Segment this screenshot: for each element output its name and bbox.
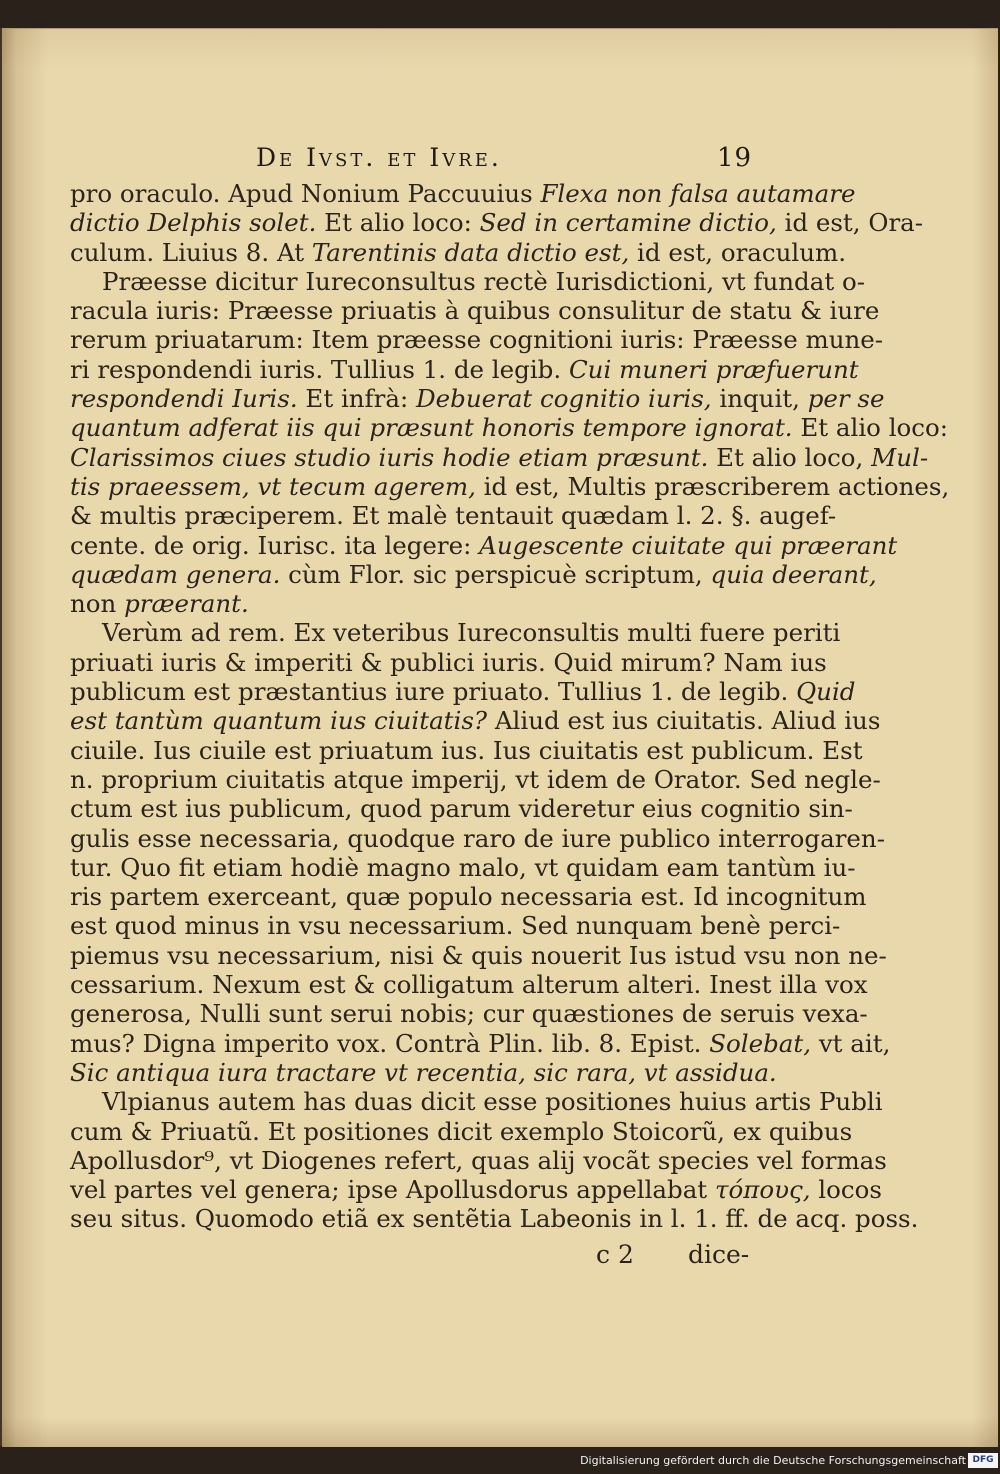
text-line xyxy=(70,530,898,560)
catchword: dice- xyxy=(688,1240,750,1269)
text-segment: Aliud est ius ciuitatis. Aliud ius xyxy=(487,706,881,736)
italic-segment: quædam genera. xyxy=(70,559,281,589)
italic-segment: quantum adferat iis qui præsunt honoris tempore ignorat. xyxy=(70,413,793,443)
text-line xyxy=(70,677,856,707)
page-footer xyxy=(0,1240,1000,1272)
text-segment: ciuile. Ius ciuile est priuatum ius. Ius ciuitatis est publicum. Est xyxy=(70,735,863,765)
running-title: De Ivst. et Ivre. xyxy=(256,143,502,172)
text-segment: id est, oraculum. xyxy=(629,237,847,267)
text-line xyxy=(70,296,880,326)
text-line xyxy=(70,618,841,648)
text-segment: Vlpianus autem has duas dicit esse positiones huius artis Publi xyxy=(102,1087,883,1117)
text-segment: Verùm ad rem. Ex veteribus Iureconsultis multi fuere periti xyxy=(102,618,841,648)
text-segment: seu situs. Quomodo etiã ex sentẽtia Labeonis in l. 1. ff. de acq. poss. xyxy=(70,1204,919,1234)
text-segment: ris partem exerceant, quæ populo necessaria est. Id incognitum xyxy=(70,882,867,912)
text-line xyxy=(70,735,863,765)
italic-segment: tis praeessem, vt tecum agerem, xyxy=(70,471,476,501)
text-line xyxy=(70,237,847,267)
italic-segment: quia deerant, xyxy=(710,559,877,589)
text-line xyxy=(70,970,868,1000)
text-line xyxy=(70,384,885,414)
text-line xyxy=(70,1028,891,1058)
text-segment: tur. Quo fit etiam hodiè magno malo, vt quidam eam tantùm iu- xyxy=(70,852,856,882)
text-segment: vt ait, xyxy=(811,1028,891,1058)
italic-segment: est tantùm quantum ius ciuitatis? xyxy=(70,706,488,736)
text-line xyxy=(70,1057,777,1087)
text-segment: n. proprium ciuitatis atque imperij, vt idem de Orator. Sed negle- xyxy=(70,764,881,794)
italic-segment: Sed in certamine dictio, xyxy=(479,208,777,238)
text-segment: locos xyxy=(810,1175,882,1205)
dfg-logo: DFG xyxy=(968,1453,998,1468)
italic-segment: Solebat, xyxy=(709,1028,812,1058)
italic-segment: τόπους, xyxy=(714,1175,811,1205)
text-line xyxy=(70,354,859,384)
text-line xyxy=(70,501,837,531)
page-number: 19 xyxy=(717,143,753,173)
text-segment: generosa, Nulli sunt serui nobis; cur quæstiones de seruis vexa- xyxy=(70,999,868,1029)
italic-segment: dictio Delphis solet. xyxy=(70,208,317,238)
text-segment: cum & Priuatũ. Et positiones dicit exemplo Stoicorũ, ex quibus xyxy=(70,1116,853,1146)
text-segment: mus? Digna imperito vox. Contrà Plin. lib. 8. Epist. xyxy=(70,1028,710,1058)
running-head xyxy=(0,143,1000,177)
italic-segment: Clarissimos ciues studio iuris hodie etiam præsunt. xyxy=(70,442,709,472)
text-segment: racula iuris: Præesse priuatis à quibus consulitur de statu & iure xyxy=(70,296,880,326)
italic-segment: respondendi Iuris. xyxy=(70,384,298,414)
italic-segment: Augescente ciuitate qui præerant xyxy=(479,530,898,560)
text-line xyxy=(70,589,760,618)
digitization-credit: Digitalisierung gefördert durch die Deutsche Forschungsgemeinschaft xyxy=(580,1454,966,1467)
text-line xyxy=(70,999,868,1029)
text-line xyxy=(70,647,827,677)
text-line xyxy=(70,852,856,882)
text-segment: Et alio loco: xyxy=(792,413,949,443)
text-segment: vel partes vel genera; ipse Apollusdorus appellabat xyxy=(70,1175,715,1205)
text-segment: inquit, xyxy=(711,384,808,414)
text-line xyxy=(70,1116,853,1146)
text-line xyxy=(70,823,885,853)
body-text xyxy=(70,179,950,1234)
text-segment: non xyxy=(70,589,125,619)
text-line xyxy=(70,179,856,208)
italic-segment: Quid xyxy=(796,677,856,707)
text-line xyxy=(70,208,924,238)
text-line xyxy=(70,559,877,589)
signature-mark: c 2 xyxy=(596,1240,634,1269)
text-segment: id est, Ora- xyxy=(776,208,924,238)
text-segment: cessarium. Nexum est & colligatum alterum alteri. Inest illa vox xyxy=(70,970,868,1000)
text-line xyxy=(70,706,881,736)
text-segment: Et alio loco: xyxy=(316,208,480,238)
text-line xyxy=(70,794,853,824)
italic-segment: Mul- xyxy=(871,442,929,472)
text-segment: Præesse dicitur Iureconsultus rectè Iurisdictioni, vt fundat o- xyxy=(102,266,866,296)
text-segment: Apollusdor⁹, vt Diogenes refert, quas alij vocãt species vel formas xyxy=(70,1145,887,1175)
text-line xyxy=(70,471,950,501)
text-segment: priuati iuris & imperiti & publici iuris. Quid mirum? Nam ius xyxy=(70,647,827,677)
italic-segment: præerant. xyxy=(124,589,249,619)
italic-segment: Cui muneri præfuerunt xyxy=(568,354,859,384)
text-line xyxy=(70,266,866,296)
text-segment: cùm Flor. sic perspicuè scriptum, xyxy=(280,559,711,589)
text-line xyxy=(70,1175,882,1205)
text-segment: piemus vsu necessarium, nisi & quis nouerit Ius istud vsu non ne- xyxy=(70,940,887,970)
text-segment: culum. Liuius 8. At xyxy=(70,237,312,267)
text-segment: & multis præciperem. Et malè tentauit quædam l. 2. §. augef- xyxy=(70,501,837,531)
italic-segment: Tarentinis data dictio est, xyxy=(311,237,630,267)
italic-segment: per se xyxy=(807,384,885,414)
text-line xyxy=(70,325,884,355)
text-segment: ctum est ius publicum, quod parum videretur eius cognitio sin- xyxy=(70,794,853,824)
italic-segment: Debuerat cognitio iuris, xyxy=(416,384,712,414)
text-segment: Et alio loco, xyxy=(708,442,872,472)
text-line xyxy=(70,911,841,941)
text-line xyxy=(70,764,881,794)
text-line xyxy=(70,1204,919,1234)
text-line xyxy=(70,1087,883,1117)
text-line xyxy=(70,442,929,472)
text-segment: pro oraculo. Apud Nonium Paccuuius xyxy=(70,179,541,208)
text-line xyxy=(70,413,949,443)
text-segment: ri respondendi iuris. Tullius 1. de legib. xyxy=(70,354,569,384)
text-segment: id est, Multis præscriberem actiones, xyxy=(475,471,950,501)
text-line xyxy=(70,882,867,912)
italic-segment: Sic antiqua iura tractare vt recentia, sic rara, vt assidua. xyxy=(70,1057,777,1087)
text-segment: cente. de orig. Iurisc. ita legere: xyxy=(70,530,480,560)
italic-segment: Flexa non falsa autamare xyxy=(540,179,856,208)
text-segment: publicum est præstantius iure priuato. Tullius 1. de legib. xyxy=(70,677,797,707)
text-segment: Et infrà: xyxy=(297,384,416,414)
text-segment: rerum priuatarum: Item præesse cognitioni iuris: Præesse mune- xyxy=(70,325,884,355)
text-line xyxy=(70,1145,887,1175)
text-line xyxy=(70,940,887,970)
text-segment: est quod minus in vsu necessarium. Sed nunquam benè perci- xyxy=(70,911,841,941)
text-segment: gulis esse necessaria, quodque raro de iure publico interrogaren- xyxy=(70,823,885,853)
